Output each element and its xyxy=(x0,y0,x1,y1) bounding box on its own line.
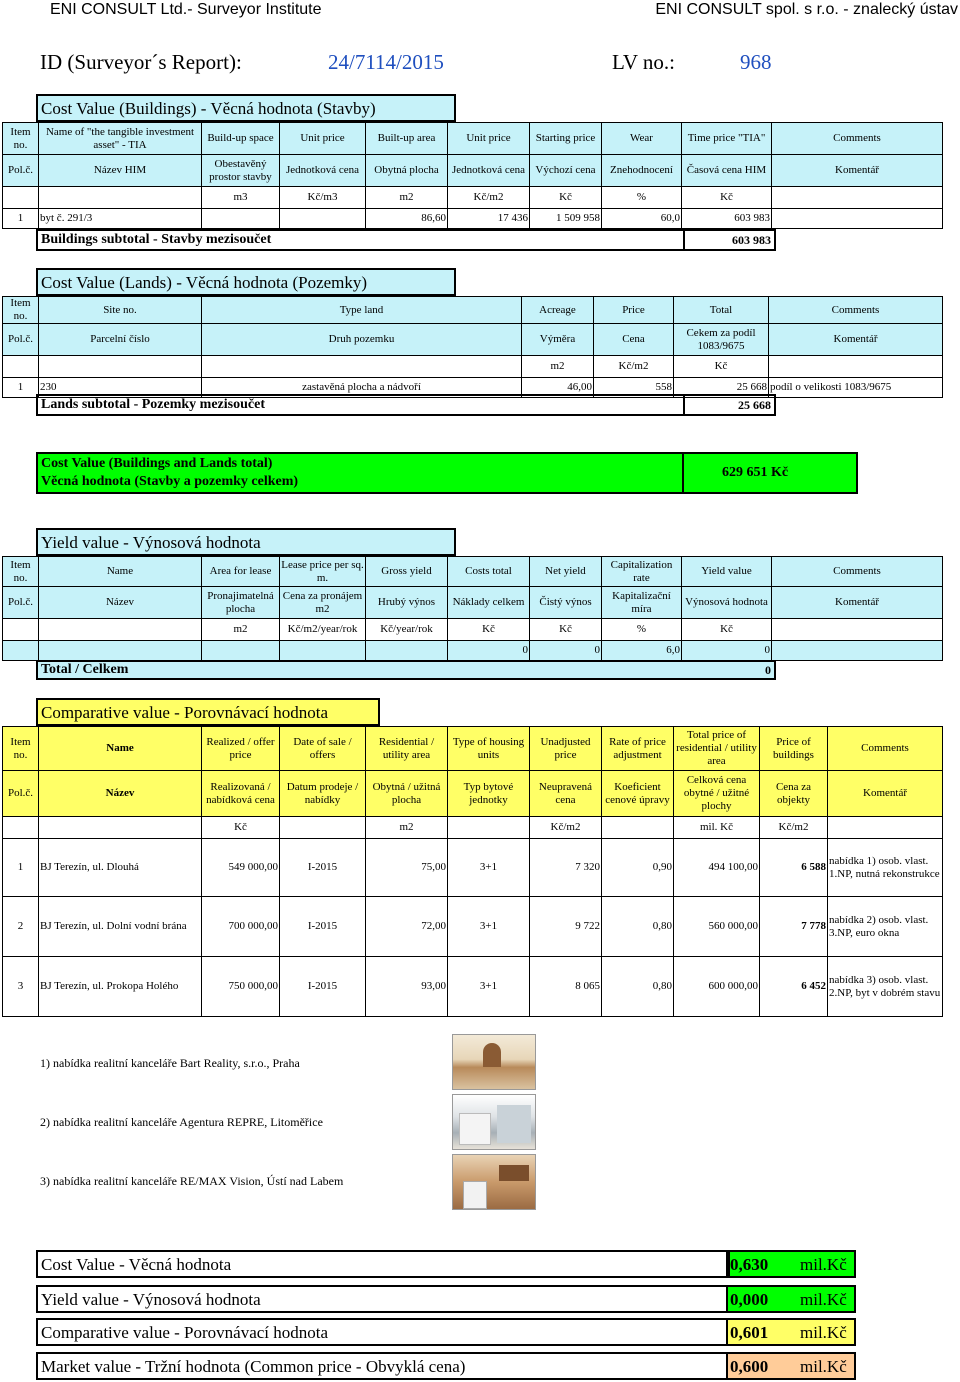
unit: m2 xyxy=(366,187,448,209)
col-unit-price-2-cz: Jednotková cena xyxy=(448,155,530,187)
unit: Kč/m3 xyxy=(280,187,366,209)
photo-2 xyxy=(452,1094,536,1150)
table-row: 1 byt č. 291/3 86,60 17 436 1 509 958 60,0 603 983 xyxy=(3,209,943,229)
col-total: Total xyxy=(674,297,769,324)
photo-1 xyxy=(452,1034,536,1090)
lands-subtotal: Lands subtotal - Pozemky mezisoučet 25 668 xyxy=(36,394,776,416)
col-build-space: Build-up space xyxy=(202,123,280,155)
table-row: 0 0 6,0 0 xyxy=(3,641,943,661)
col-site: Site no. xyxy=(39,297,202,324)
unit: m2 xyxy=(202,619,280,641)
col-name-cz: Název HIM xyxy=(39,155,202,187)
col-comments-cz: Komentář xyxy=(772,155,943,187)
col-unit-price: Unit price xyxy=(280,123,366,155)
unit: Kč xyxy=(674,356,769,378)
col-item: Item no. xyxy=(3,297,39,324)
col-time-price: Time price "TIA" xyxy=(682,123,772,155)
comparative-title: Comparative value - Porovnávací hodnota xyxy=(36,698,380,726)
col-type: Type land xyxy=(202,297,522,324)
unit: Kč xyxy=(448,619,530,641)
lv-value: 968 xyxy=(740,50,772,74)
unit: Kč xyxy=(682,187,772,209)
unit: Kč/m2/year/rok xyxy=(280,619,366,641)
yield-total: Total / Celkem 0 xyxy=(36,660,776,680)
col-name: Name of "the tangible investment asset" - TIA xyxy=(39,123,202,155)
unit: Kč xyxy=(202,817,280,839)
lv-label: LV no.: xyxy=(612,50,676,74)
comparative-table: Item no. Name Realized / offer price Date of sale / offers Residential / utility area Type of housing units Unadjusted price Rate of price adjustment Total price of residential / utility area Price of buildings Comments Pol.č. Název Realizovaná / nabídková cena Datum prodeje / nabídky Obytná / užitná plocha Typ bytové jednotky Neupravená cena Koeficient cenové úpravy Celková cena obytné / užitné plochy Cena za objekty Komentář Kč m2 Kč/m2 mil. Kč Kč/m2 1 BJ Terezín, ul. Dlouhá 549 000,00 I-2015 75,00 3+1 7 320 0,90 494 100,00 6 588 nabídka 1) osob. vlast. 1.NP, nutná rekonstrukce 2 BJ Terezín, ul. Dolní vodní brána 700 000,00 I-2015 72,00 3+1 9 722 0,80 560 000,00 7 778 nabídka 2) osob. vlast. 3.NP, euro okna 3 BJ Terezín, ul. Prokopa Holého 750 000,00 I-2015 93,00 3+1 8 065 0,80 600 000,00 6 452 nabídka 3) osob. vlast. 2.NP, byt v dobrém stavu xyxy=(2,726,943,1017)
col-time-price-cz: Časová cena HIM xyxy=(682,155,772,187)
unit: Kč/m2 xyxy=(530,817,602,839)
col-comments: Comments xyxy=(772,123,943,155)
table-row: 2 BJ Terezín, ul. Dolní vodní brána 700 000,00 I-2015 72,00 3+1 9 722 0,80 560 000,00 7 778 nabídka 2) osob. vlast. 3.NP, euro okna xyxy=(3,897,943,957)
buildings-table xyxy=(2,122,943,229)
col-item: Item no. xyxy=(3,123,39,155)
col-comments: Comments xyxy=(769,297,943,324)
unit: Kč/m2 xyxy=(594,356,674,378)
unit: m2 xyxy=(366,817,448,839)
unit: Kč/year/rok xyxy=(366,619,448,641)
report-id-value: 24/7114/2015 xyxy=(328,50,444,74)
unit: m2 xyxy=(522,356,594,378)
buildings-title: Cost Value (Buildings) - Věcná hodnota (Stavby) xyxy=(36,94,456,122)
col-start-price-cz: Výchozí cena xyxy=(530,155,602,187)
col-build-space-cz: Obestavěný prostor stavby xyxy=(202,155,280,187)
cost-total-value: 629 651 Kč xyxy=(722,465,789,480)
unit: mil. Kč xyxy=(674,817,760,839)
lands-table: Item no. Site no. Type land Acreage Price Total Comments Pol.č. Parcelní číslo Druh pozemku Výměra Cena Cekem za podíl 1083/9675 Komentář m2 Kč/m2 Kč 1 230 zastavěná plocha a nádvoří 46,00 558 25 668 podíl o velikosti 1083/9675 xyxy=(2,296,943,398)
yield-title: Yield value - Výnosová hodnota xyxy=(36,528,456,556)
summary-yield: Yield value - Výnosová hodnota 0,000 mil.Kč xyxy=(36,1285,856,1313)
table-row: 1 BJ Terezín, ul. Dlouhá 549 000,00 I-2015 75,00 3+1 7 320 0,90 494 100,00 6 588 nabídka 1) osob. vlast. 1.NP, nutná rekonstrukce xyxy=(3,839,943,897)
unit: Kč xyxy=(530,619,602,641)
summary-cost: Cost Value - Věcná hodnota 0,630 mil.Kč xyxy=(36,1250,856,1278)
col-item-cz: Pol.č. xyxy=(3,155,39,187)
summary-market: Market value - Tržní hodnota (Common price - Obvyklá cena) 0,600 mil.Kč xyxy=(36,1352,856,1380)
unit: Kč/m2 xyxy=(448,187,530,209)
col-unit-price-2: Unit price xyxy=(448,123,530,155)
col-wear-cz: Znehodnocení xyxy=(602,155,682,187)
table-row: 1 230 zastavěná plocha a nádvoří 46,00 558 25 668 podíl o velikosti 1083/9675 xyxy=(3,378,943,398)
photo-3 xyxy=(452,1154,536,1210)
col-start-price: Starting price xyxy=(530,123,602,155)
unit: % xyxy=(602,187,682,209)
buildings-subtotal: Buildings subtotal - Stavby mezisoučet 603 983 xyxy=(36,229,776,251)
report-id-label: ID (Surveyor´s Report): xyxy=(40,50,242,74)
unit: m3 xyxy=(202,187,280,209)
lands-title: Cost Value (Lands) - Věcná hodnota (Pozemky) xyxy=(36,268,456,296)
header-left: ENI CONSULT Ltd.- Surveyor Institute xyxy=(50,1,322,18)
col-built-area: Built-up area xyxy=(366,123,448,155)
table-row: 3 BJ Terezín, ul. Prokopa Holého 750 000,00 I-2015 93,00 3+1 8 065 0,80 600 000,00 6 452 nabídka 3) osob. vlast. 2.NP, byt v dobrém stavu xyxy=(3,957,943,1017)
col-wear: Wear xyxy=(602,123,682,155)
unit: % xyxy=(602,619,682,641)
note-2: 2) nabídka realitní kanceláře Agentura REPRE, Litoměřice xyxy=(40,1115,323,1129)
cost-total: Cost Value (Buildings and Lands total) Věcná hodnota (Stavby a pozemky celkem) 629 651 Kč xyxy=(36,452,858,494)
col-unit-price-cz: Jednotková cena xyxy=(280,155,366,187)
col-acreage: Acreage xyxy=(522,297,594,324)
summary-comparative: Comparative value - Porovnávací hodnota 0,601 mil.Kč xyxy=(36,1318,856,1346)
col-price: Price xyxy=(594,297,674,324)
yield-table: Item no. Name Area for lease Lease price per sq. m. Gross yield Costs total Net yield Capitalization rate Yield value Comments Pol.č. Název Pronajimatelná plocha Cena za pronájem m2 Hrubý výnos Náklady celkem Čistý výnos Kapitalizační míra Výnosová hodnota Komentář m2 Kč/m2/year/rok Kč/year/rok Kč Kč % Kč 0 0 6,0 0 xyxy=(2,556,943,661)
header-right: ENI CONSULT spol. s r.o. - znalecký ústav xyxy=(655,1,958,18)
unit: Kč xyxy=(682,619,772,641)
note-1: 1) nabídka realitní kanceláře Bart Reality, s.r.o., Praha xyxy=(40,1056,300,1070)
col-built-area-cz: Obytná plocha xyxy=(366,155,448,187)
unit: Kč/m2 xyxy=(760,817,828,839)
unit: Kč xyxy=(530,187,602,209)
note-3: 3) nabídka realitní kanceláře RE/MAX Vision, Ústí nad Labem xyxy=(40,1174,344,1188)
